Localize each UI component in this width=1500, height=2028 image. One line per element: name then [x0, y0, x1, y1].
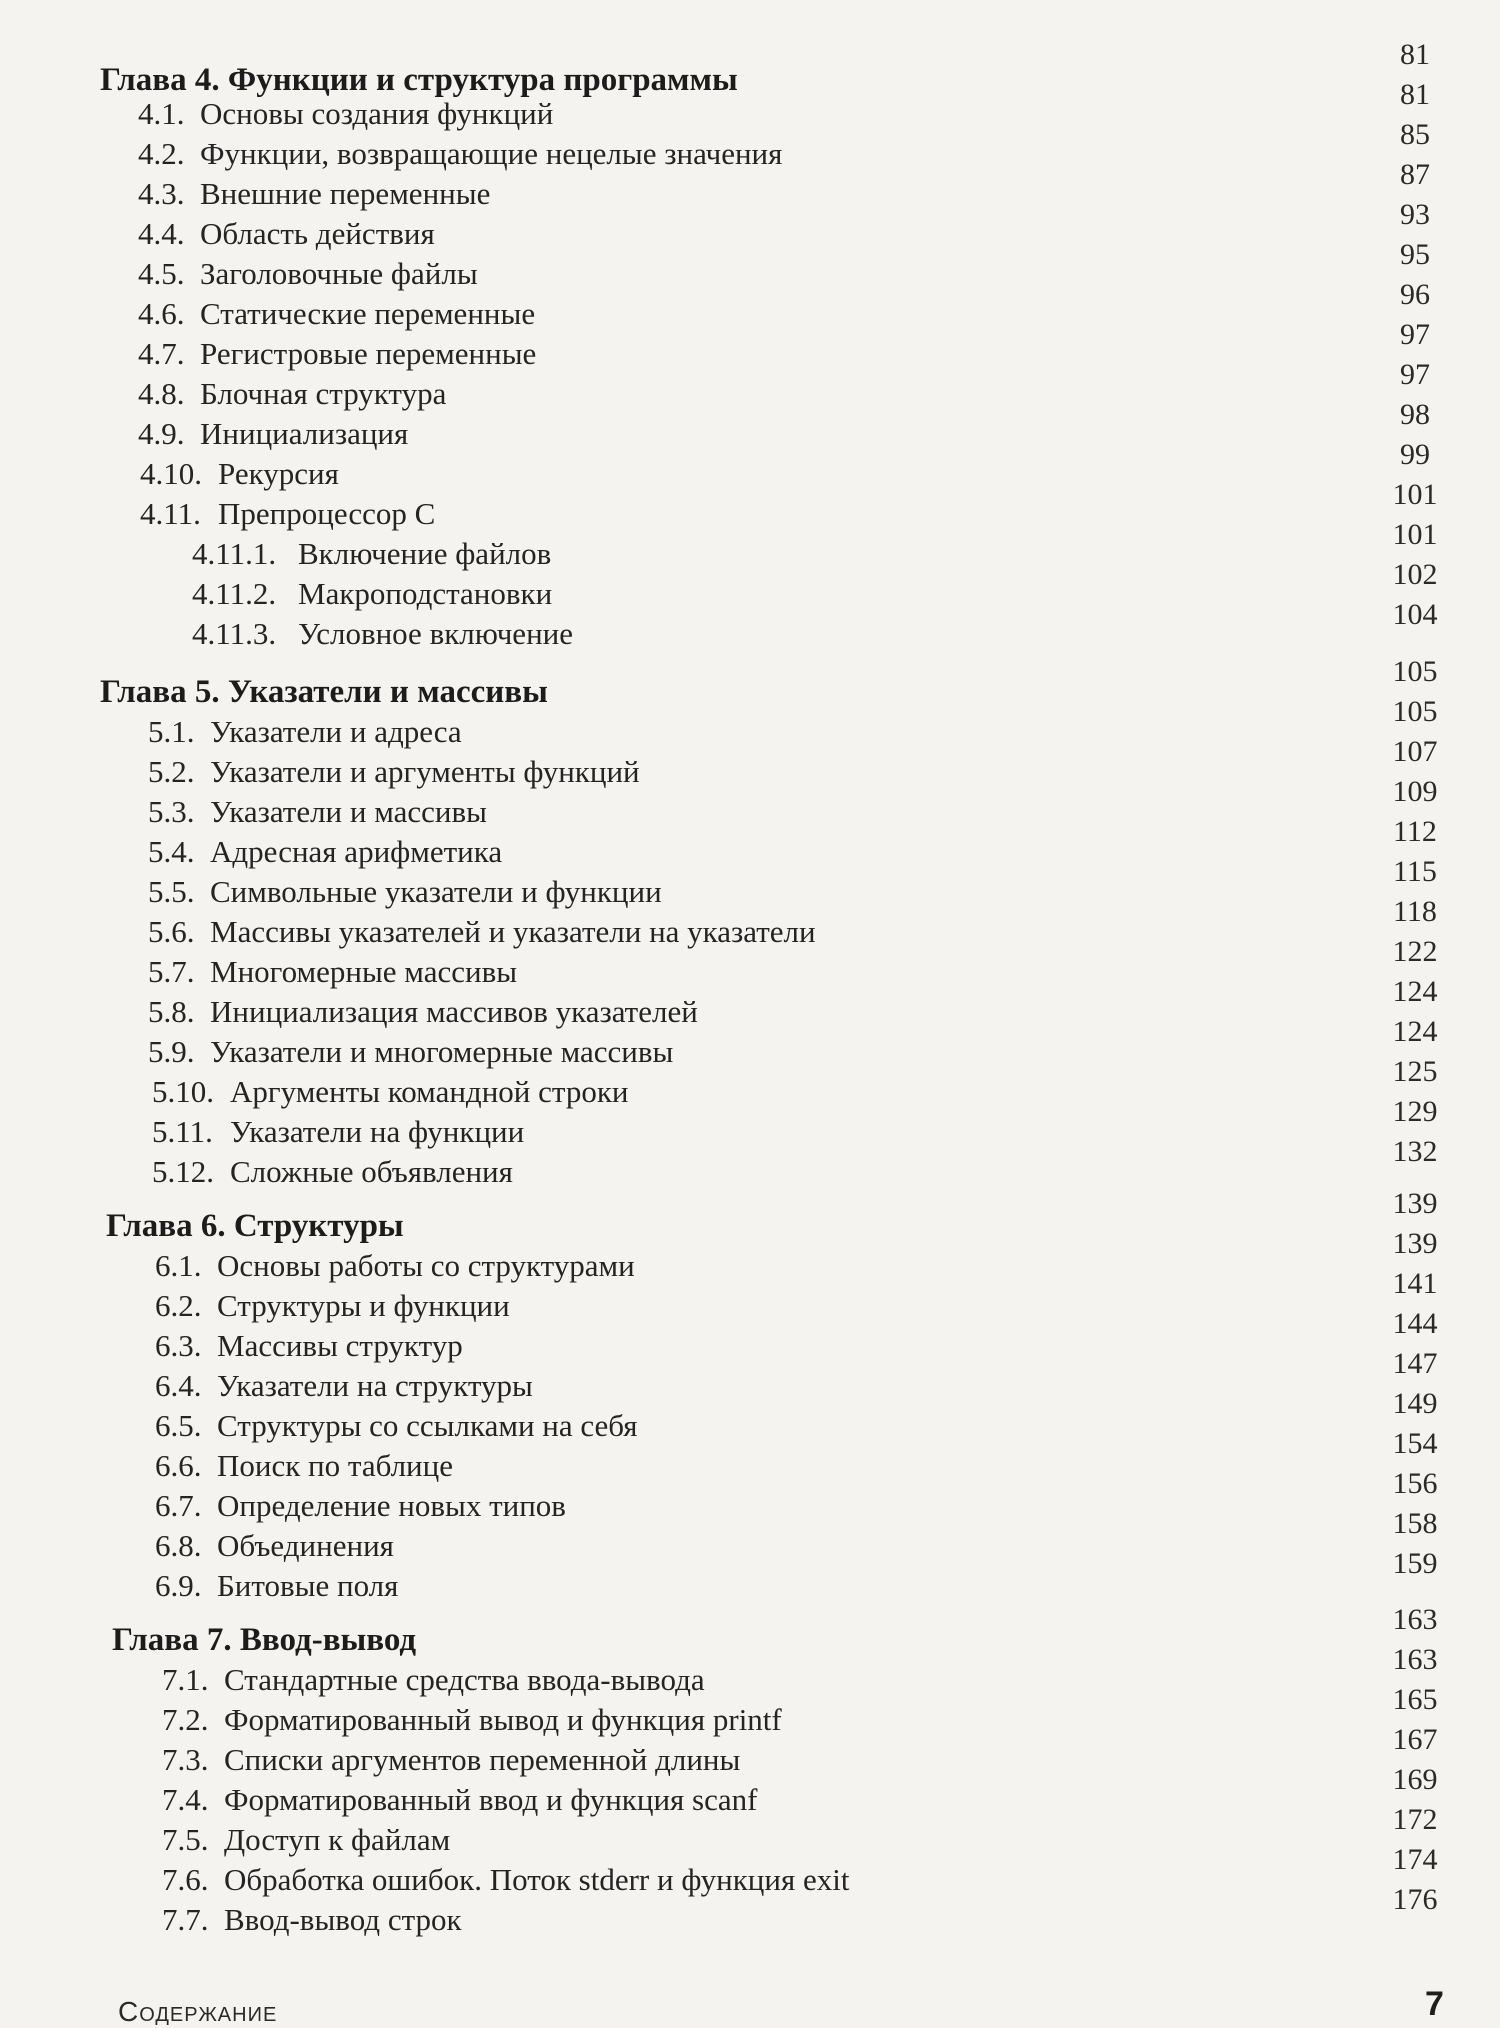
toc-entry-title: Сложные объявления [230, 1154, 513, 1189]
toc-entry-number: 4.11.1. [192, 536, 277, 571]
toc-entry-title: Условное включение [298, 616, 574, 651]
toc-entry-title: Указатели на структуры [217, 1368, 533, 1403]
toc-entry-title: Макроподстановки [298, 576, 553, 611]
toc-page-number: 99 [1400, 438, 1430, 471]
toc-entry-number: 6.5. [155, 1408, 202, 1443]
toc-entry [0, 714, 1500, 754]
toc-entry-title: Адресная арифметика [210, 834, 503, 869]
toc-entry-title: Битовые поля [217, 1568, 399, 1603]
toc-page-number: 158 [1392, 1507, 1438, 1540]
toc-page-number: 125 [1392, 1055, 1438, 1088]
toc-entry [0, 994, 1500, 1034]
toc-entry-number: 7.2. [162, 1702, 209, 1737]
toc-entry [0, 1408, 1500, 1448]
toc-page-number: 156 [1392, 1467, 1438, 1500]
toc-page-number: 96 [1400, 278, 1430, 311]
toc-entry [0, 954, 1500, 994]
toc-entry-title: Массивы структур [217, 1328, 463, 1363]
toc-page-number: 95 [1400, 238, 1430, 271]
toc-entry-number: 5.8. [148, 994, 195, 1029]
chapter-page-number: 139 [1392, 1187, 1438, 1220]
toc-page-number: 124 [1392, 975, 1438, 1008]
chapter-title: Глава 4. Функции и структура программы [100, 62, 738, 98]
toc-entry-title: Обработка ошибок. Поток stderr и функция exit [224, 1862, 850, 1897]
toc-entry-number: 4.2. [138, 136, 185, 171]
toc-entry-number: 6.6. [155, 1448, 202, 1483]
toc-entry [0, 794, 1500, 834]
toc-entry [0, 296, 1500, 336]
chapter-title: Глава 7. Ввод-вывод [112, 1622, 417, 1658]
toc-page-number: 97 [1400, 318, 1430, 351]
toc-entry [0, 176, 1500, 216]
toc-page-number: 85 [1400, 118, 1430, 151]
toc-entry-title: Структуры и функции [217, 1288, 510, 1323]
toc-page-number: 112 [1393, 815, 1437, 848]
toc-entry-title: Функции, возвращающие нецелые значения [200, 136, 783, 171]
toc-entry-number: 5.5. [148, 874, 195, 909]
toc-entry-title: Объединения [217, 1528, 394, 1563]
toc-entry-number: 6.7. [155, 1488, 202, 1523]
toc-page-number: 141 [1392, 1267, 1438, 1300]
toc-entry-title: Поиск по таблице [217, 1448, 453, 1483]
toc-entry-number: 6.9. [155, 1568, 202, 1603]
toc-page-number: 172 [1392, 1803, 1438, 1836]
toc-entry-title: Блочная структура [200, 376, 447, 411]
toc-entry-title: Указатели и массивы [210, 794, 487, 829]
toc-entry-title: Ввод-вывод строк [224, 1902, 462, 1937]
toc-page-number: 104 [1392, 598, 1438, 631]
toc-entry-number: 7.6. [162, 1862, 209, 1897]
toc-entry-number: 6.2. [155, 1288, 202, 1323]
toc-entry-title: Определение новых типов [217, 1488, 566, 1523]
running-footer-title: Содержание [118, 1996, 278, 2027]
toc-entry-title: Многомерные массивы [210, 954, 518, 989]
toc-entry [0, 1488, 1500, 1528]
toc-entry-number: 7.5. [162, 1822, 209, 1857]
toc-entry [0, 96, 1500, 136]
toc-entry-title: Структуры со ссылками на себя [217, 1408, 638, 1443]
toc-entry [0, 874, 1500, 914]
toc-page-number: 132 [1392, 1135, 1438, 1168]
toc-entry [0, 1782, 1500, 1822]
toc-page-number: 98 [1400, 398, 1430, 431]
chapter-page-number: 163 [1392, 1603, 1438, 1636]
toc-entry [0, 914, 1500, 954]
toc-entry [0, 1368, 1500, 1408]
toc-page-number: 176 [1392, 1883, 1438, 1916]
toc-entry [0, 1822, 1500, 1862]
toc-entry [0, 456, 1500, 496]
toc-entry-title: Рекурсия [218, 456, 339, 491]
toc-entry-number: 4.11.2. [192, 576, 277, 611]
toc-entry-title: Инициализация [200, 416, 409, 451]
toc-entry-title: Указатели и многомерные массивы [210, 1034, 674, 1069]
toc-entry [0, 216, 1500, 256]
toc-entry-number: 5.6. [148, 914, 195, 949]
toc-page-number: 144 [1392, 1307, 1438, 1340]
toc-entry-number: 4.3. [138, 176, 185, 211]
toc-entry-title: Указатели на функции [230, 1114, 525, 1149]
toc-entry [0, 1702, 1500, 1742]
toc-entry [0, 1902, 1500, 1942]
toc-page-number: 93 [1400, 198, 1430, 231]
toc-entry [0, 1662, 1500, 1702]
toc-entry [0, 256, 1500, 296]
toc-entry [0, 1448, 1500, 1488]
toc-entry [0, 536, 1500, 576]
toc-page-number: 109 [1392, 775, 1438, 808]
toc-entry-number: 5.11. [152, 1114, 213, 1149]
toc-entry-title: Форматированный ввод и функция scanf [224, 1782, 758, 1817]
toc-entry-number: 6.3. [155, 1328, 202, 1363]
toc-page-number: 174 [1392, 1843, 1438, 1876]
toc-page-number: 101 [1392, 518, 1438, 551]
toc-page-number: 169 [1392, 1763, 1438, 1796]
toc-entry-number: 4.5. [138, 256, 185, 291]
toc-entry-title: Стандартные средства ввода-вывода [224, 1662, 705, 1697]
toc-entry-number: 4.1. [138, 96, 185, 131]
chapter-heading [0, 1208, 1500, 1252]
toc-page-number: 147 [1392, 1347, 1438, 1380]
page-number: 7 [1425, 1985, 1444, 2023]
toc-entry [0, 376, 1500, 416]
toc-entry-title: Основы работы со структурами [217, 1248, 635, 1283]
toc-entry-number: 7.3. [162, 1742, 209, 1777]
toc-entry-number: 5.3. [148, 794, 195, 829]
toc-entry-title: Аргументы командной строки [230, 1074, 629, 1109]
toc-page-number: 102 [1392, 558, 1438, 591]
toc-entry-number: 4.4. [138, 216, 185, 251]
toc-entry [0, 1154, 1500, 1194]
toc-page-number: 118 [1393, 895, 1437, 928]
toc-entry [0, 336, 1500, 376]
toc-page-number: 87 [1400, 158, 1430, 191]
toc-entry-number: 6.4. [155, 1368, 202, 1403]
toc-entry [0, 1074, 1500, 1114]
toc-entry-number: 4.9. [138, 416, 185, 451]
toc-entry [0, 1034, 1500, 1074]
toc-entry-number: 4.11.3. [192, 616, 277, 651]
toc-entry-title: Инициализация массивов указателей [210, 994, 698, 1029]
toc-page-number: 101 [1392, 478, 1438, 511]
toc-entry [0, 576, 1500, 616]
toc-entry [0, 616, 1500, 656]
toc-page-number: 122 [1392, 935, 1438, 968]
toc-entry-title: Доступ к файлам [224, 1822, 451, 1857]
toc-entry-title: Регистровые переменные [200, 336, 537, 371]
toc-entry-number: 5.2. [148, 754, 195, 789]
toc-entry [0, 1528, 1500, 1568]
toc-entry [0, 754, 1500, 794]
toc-entry-title: Включение файлов [298, 536, 552, 571]
toc-page-number: 81 [1400, 78, 1430, 111]
toc-page-number: 115 [1393, 855, 1437, 888]
toc-page-number: 159 [1392, 1547, 1438, 1580]
chapter-page-number: 81 [1400, 38, 1430, 71]
toc-page-number: 105 [1392, 695, 1438, 728]
chapter-heading [0, 674, 1500, 718]
toc-entry-number: 6.8. [155, 1528, 202, 1563]
toc-entry-number: 5.10. [152, 1074, 214, 1109]
toc-entry [0, 834, 1500, 874]
toc-entry-number: 4.10. [140, 456, 202, 491]
toc-entry [0, 1742, 1500, 1782]
toc-entry-title: Массивы указателей и указатели на указатели [210, 914, 816, 949]
toc-entry [0, 1288, 1500, 1328]
toc-entry-title: Указатели и аргументы функций [210, 754, 640, 789]
toc-entry [0, 136, 1500, 176]
toc-entry [0, 1862, 1500, 1902]
toc-entry-title: Препроцессор C [218, 496, 436, 531]
chapter-page-number: 105 [1392, 655, 1438, 688]
toc-entry-number: 4.11. [140, 496, 201, 531]
toc-entry [0, 496, 1500, 536]
toc-page-number: 124 [1392, 1015, 1438, 1048]
toc-entry-title: Списки аргументов переменной длины [224, 1742, 741, 1777]
toc-entry-number: 5.12. [152, 1154, 214, 1189]
toc-entry-title: Область действия [200, 216, 435, 251]
toc-page-number: 154 [1392, 1427, 1438, 1460]
toc-entry [0, 1114, 1500, 1154]
toc-entry-number: 5.7. [148, 954, 195, 989]
toc-page-number: 149 [1392, 1387, 1438, 1420]
toc-entry-title: Указатели и адреса [210, 714, 462, 749]
toc-entry-number: 4.6. [138, 296, 185, 331]
toc-entry-number: 7.7. [162, 1902, 209, 1937]
chapter-title: Глава 6. Структуры [106, 1208, 404, 1244]
toc-entry [0, 416, 1500, 456]
toc-entry-title: Внешние переменные [200, 176, 491, 211]
toc-entry-number: 5.4. [148, 834, 195, 869]
toc-entry [0, 1248, 1500, 1288]
toc-entry-number: 5.9. [148, 1034, 195, 1069]
toc-entry-number: 7.4. [162, 1782, 209, 1817]
toc-page-number: 97 [1400, 358, 1430, 391]
toc-entry [0, 1568, 1500, 1608]
toc-entry-title: Основы создания функций [200, 96, 554, 131]
chapter-title: Глава 5. Указатели и массивы [100, 674, 548, 710]
toc-entry-number: 4.8. [138, 376, 185, 411]
toc-page-number: 139 [1392, 1227, 1438, 1260]
toc-page-number: 129 [1392, 1095, 1438, 1128]
toc-entry [0, 1328, 1500, 1368]
toc-page-number: 107 [1392, 735, 1438, 768]
toc-entry-title: Форматированный вывод и функция printf [224, 1702, 782, 1737]
toc-entry-title: Символьные указатели и функции [210, 874, 662, 909]
chapter-heading [0, 1622, 1500, 1666]
toc-entry-number: 7.1. [162, 1662, 209, 1697]
toc-entry-title: Статические переменные [200, 296, 536, 331]
toc-entry-number: 4.7. [138, 336, 185, 371]
toc-entry-number: 5.1. [148, 714, 195, 749]
toc-page-number: 167 [1392, 1723, 1438, 1756]
toc-entry-number: 6.1. [155, 1248, 202, 1283]
toc-entry-title: Заголовочные файлы [200, 256, 478, 291]
toc-page-number: 163 [1392, 1643, 1438, 1676]
toc-page-number: 165 [1392, 1683, 1438, 1716]
